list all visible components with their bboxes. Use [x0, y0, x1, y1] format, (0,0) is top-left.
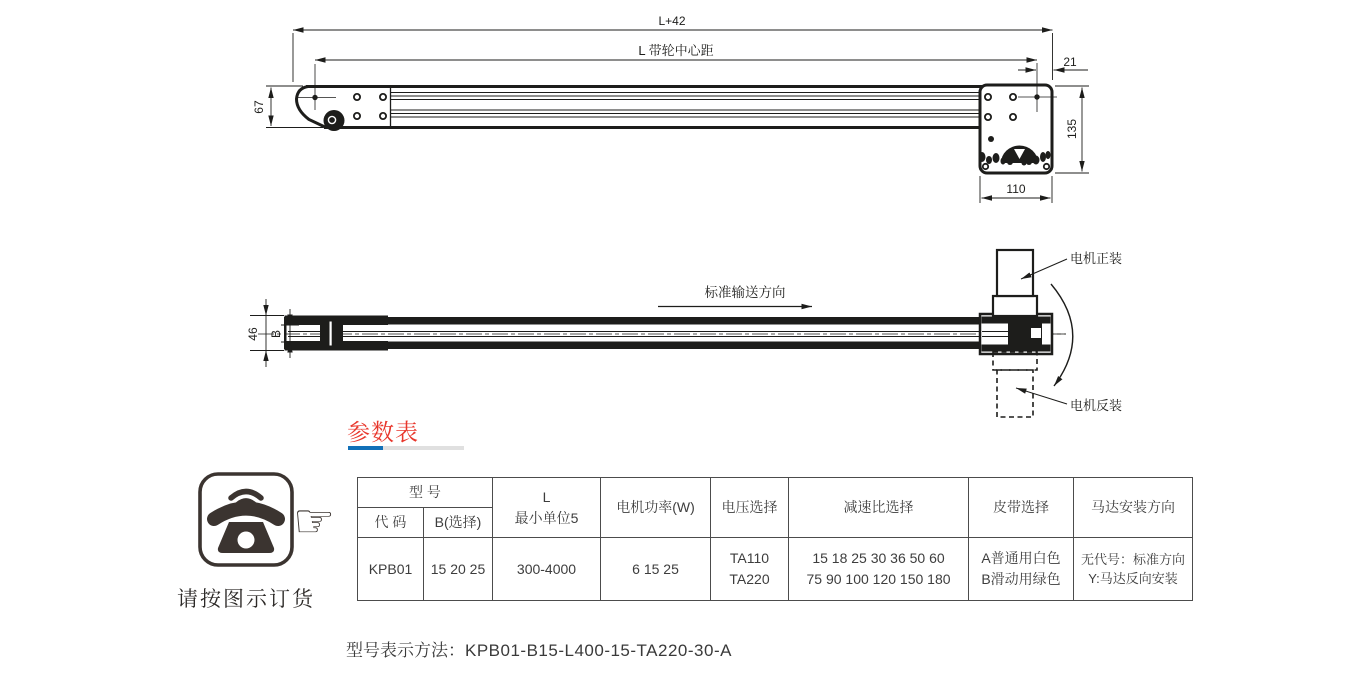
- cell-code: KPB01: [358, 538, 424, 601]
- phone-icon: [196, 470, 296, 569]
- th-voltage: 电压选择: [711, 478, 789, 538]
- th-code: 代 码: [358, 508, 424, 538]
- th-motor-direction: 马达安装方向: [1074, 478, 1193, 538]
- th-model: 型 号: [358, 478, 493, 508]
- order-note: 请按图示订货: [177, 588, 315, 611]
- motor-end-plate: [979, 63, 1058, 173]
- beam-nose: [297, 87, 327, 128]
- motor-reversed-position: [993, 352, 1037, 417]
- motor-normal-label: 电机正装: [1070, 251, 1123, 266]
- tension-roller: [324, 110, 345, 131]
- title-underline-accent: [348, 446, 383, 450]
- th-b-select: B(选择): [424, 508, 493, 538]
- drive-gearbox: [980, 314, 1066, 354]
- title-underline: [348, 446, 464, 450]
- dim-pulley-center-distance: L 带轮中心距: [638, 43, 714, 58]
- side-elevation-view: [252, 14, 1089, 203]
- plan-view: [246, 250, 1122, 417]
- cell-motor-direction: 无代号：标准方向 Y:马达反向安装: [1074, 538, 1193, 601]
- th-belt: 皮带选择: [969, 478, 1074, 538]
- pointing-hand-icon: ☞: [293, 494, 336, 549]
- dim-end-offset: 21: [1063, 55, 1077, 69]
- cell-ratio: 15 18 25 30 36 50 60 75 90 100 120 150 180: [789, 538, 969, 601]
- model-notation-code: KPB01-B15-L400-15-TA220-30-A: [465, 641, 732, 660]
- cell-length: 300-4000: [493, 538, 601, 601]
- flip-arrow: [1051, 284, 1073, 386]
- th-length: L 最小单位5: [493, 478, 601, 538]
- direction-label: 标准输送方向: [704, 285, 786, 300]
- motor-normal-position: [993, 250, 1037, 316]
- dim-right-height: 135: [1065, 118, 1079, 140]
- dim-outer-width: 46: [246, 327, 260, 341]
- model-notation-label: 型号表示方法：: [346, 641, 465, 660]
- cell-power: 6 15 25: [601, 538, 711, 601]
- th-ratio: 减速比选择: [789, 478, 969, 538]
- dim-overall-length: L+42: [658, 14, 686, 28]
- dim-belt-width: B: [269, 329, 283, 339]
- dim-plate-width: 110: [1006, 182, 1026, 196]
- th-motor-power: 电机功率(W): [601, 478, 711, 538]
- dim-left-height: 67: [252, 100, 266, 114]
- model-notation: [346, 636, 732, 661]
- motor-reversed-label: 电机反装: [1070, 398, 1123, 413]
- parameter-table: [357, 477, 1193, 601]
- cell-belt: A普通用白色 B滑动用绿色: [969, 538, 1074, 601]
- table-row: [358, 538, 1193, 601]
- cell-voltage: TA110 TA220: [711, 538, 789, 601]
- section-title: 参数表: [347, 419, 419, 445]
- beam-profile-lines: [391, 87, 982, 127]
- cell-b-select: 15 20 25: [424, 538, 493, 601]
